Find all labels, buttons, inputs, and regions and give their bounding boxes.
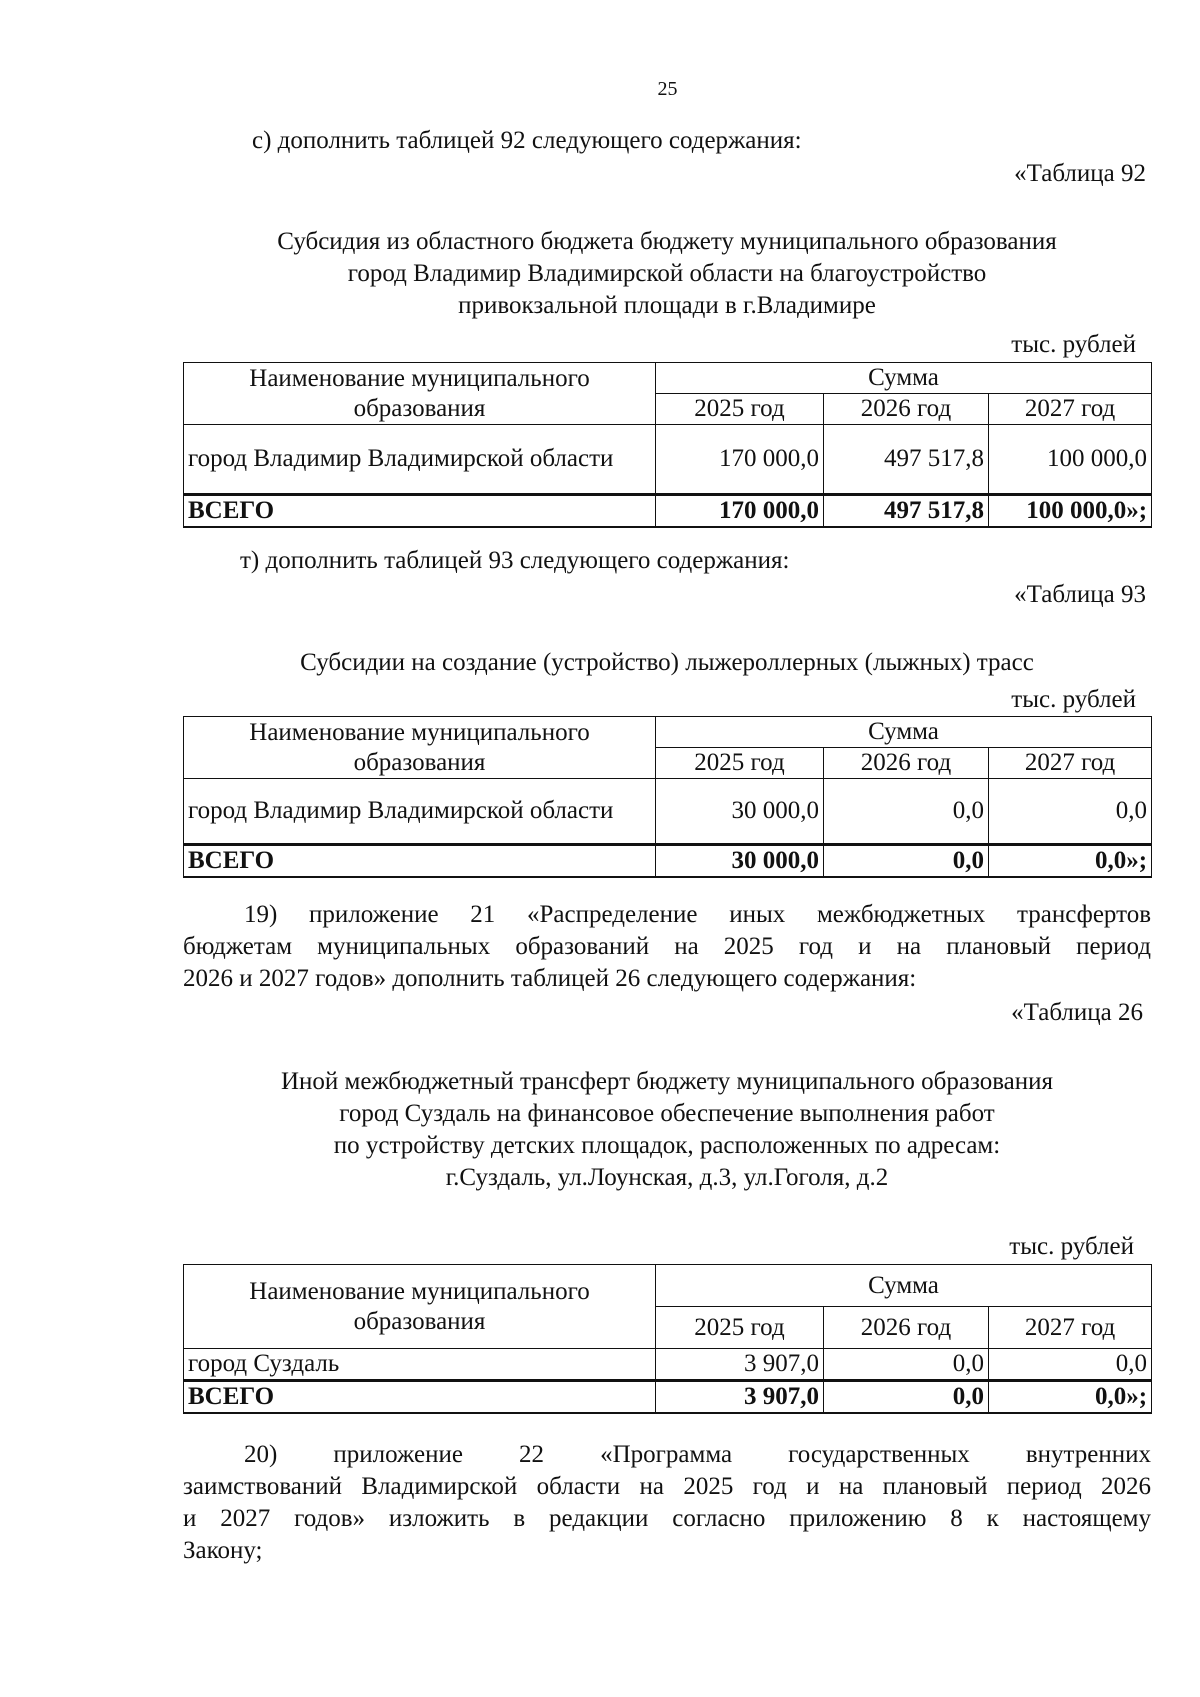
header-sum: Сумма bbox=[656, 363, 1152, 394]
total-value: 0,0»; bbox=[989, 1381, 1152, 1414]
row-value: 170 000,0 bbox=[656, 425, 824, 495]
page-number: 25 bbox=[657, 78, 678, 100]
table-26-title-line-2: город Суздаль на финансовое обеспечение выполнения работ bbox=[339, 1100, 995, 1127]
paragraph-19-line-1: 19) приложение 21 «Распределение иных межбюджетных трансфертов bbox=[244, 901, 1151, 928]
header-year: 2027 год bbox=[989, 394, 1152, 425]
table-total-row bbox=[184, 495, 1152, 528]
paragraph-19-line-2: бюджетам муниципальных образований на 2025 год и на плановый период bbox=[183, 933, 1151, 960]
total-value: 30 000,0 bbox=[656, 845, 824, 878]
header-name: Наименование муниципального образования bbox=[184, 1265, 656, 1349]
total-value: 0,0 bbox=[824, 1381, 989, 1414]
table-92-label: «Таблица 92 bbox=[1014, 160, 1146, 187]
total-value: 170 000,0 bbox=[656, 495, 824, 528]
table-92-title-line-2: город Владимир Владимирской области на благоустройство bbox=[347, 260, 987, 287]
table-92-title-line-1: Субсидия из областного бюджета бюджету муниципального образования bbox=[277, 228, 1057, 255]
table-26-label: «Таблица 26 bbox=[1011, 999, 1143, 1026]
row-value: 497 517,8 bbox=[824, 425, 989, 495]
header-year: 2026 год bbox=[824, 1307, 989, 1349]
table-93-unit: тыс. рублей bbox=[1011, 686, 1136, 713]
table-26-title-line-4: г.Суздаль, ул.Лоунская, д.3, ул.Гоголя, д.2 bbox=[445, 1164, 889, 1191]
table-26-title-line-3: по устройству детских площадок, расположенных по адресам: bbox=[333, 1132, 1001, 1159]
paragraph-c: с) дополнить таблицей 92 следующего содержания: bbox=[252, 127, 802, 154]
table-92-title-line-3: привокзальной площади в г.Владимире bbox=[458, 292, 876, 319]
header-sum: Сумма bbox=[656, 1265, 1152, 1307]
table-92-unit: тыс. рублей bbox=[1011, 331, 1136, 358]
table-total-row bbox=[184, 845, 1152, 878]
header-sum: Сумма bbox=[656, 717, 1152, 748]
paragraph-t: т) дополнить таблицей 93 следующего содержания: bbox=[240, 547, 790, 574]
header-year: 2026 год bbox=[824, 748, 989, 779]
paragraph-20-line-3: и 2027 годов» изложить в редакции согласно приложению 8 к настоящему bbox=[183, 1505, 1151, 1532]
row-value: 0,0 bbox=[824, 1349, 989, 1381]
table-93-title-line-1: Субсидии на создание (устройство) лыжероллерных (лыжных) трасс bbox=[300, 649, 1034, 676]
total-name: ВСЕГО bbox=[184, 1381, 656, 1414]
header-year: 2025 год bbox=[656, 1307, 824, 1349]
paragraph-20-line-1: 20) приложение 22 «Программа государственных внутренних bbox=[244, 1441, 1151, 1468]
total-name: ВСЕГО bbox=[184, 845, 656, 878]
row-name: город Владимир Владимирской области bbox=[184, 779, 656, 845]
table-26-unit: тыс. рублей bbox=[1009, 1233, 1134, 1260]
total-value: 0,0»; bbox=[989, 845, 1152, 878]
header-name: Наименование муниципального образования bbox=[184, 363, 656, 425]
total-name: ВСЕГО bbox=[184, 495, 656, 528]
header-name: Наименование муниципального образования bbox=[184, 717, 656, 779]
paragraph-19-line-3: 2026 и 2027 годов» дополнить таблицей 26 следующего содержания: bbox=[183, 965, 917, 992]
paragraph-20-line-2: заимствований Владимирской области на 2025 год и на плановый период 2026 bbox=[183, 1473, 1151, 1500]
row-value: 30 000,0 bbox=[656, 779, 824, 845]
header-year: 2025 год bbox=[656, 394, 824, 425]
total-value: 3 907,0 bbox=[656, 1381, 824, 1414]
table-26-title-line-1: Иной межбюджетный трансферт бюджету муниципального образования bbox=[280, 1068, 1054, 1095]
table-row bbox=[184, 425, 1152, 495]
total-value: 0,0 bbox=[824, 845, 989, 878]
paragraph-20-line-4: Закону; bbox=[183, 1537, 263, 1564]
row-value: 0,0 bbox=[989, 1349, 1152, 1381]
header-year: 2027 год bbox=[989, 1307, 1152, 1349]
row-value: 3 907,0 bbox=[656, 1349, 824, 1381]
table-93 bbox=[183, 716, 1152, 878]
row-value: 0,0 bbox=[824, 779, 989, 845]
table-row bbox=[184, 779, 1152, 845]
row-name: город Суздаль bbox=[184, 1349, 656, 1381]
header-year: 2027 год bbox=[989, 748, 1152, 779]
header-year: 2026 год bbox=[824, 394, 989, 425]
total-value: 100 000,0»; bbox=[989, 495, 1152, 528]
table-header-row bbox=[184, 1265, 1152, 1307]
table-total-row bbox=[184, 1381, 1152, 1414]
table-row bbox=[184, 1349, 1152, 1381]
table-header-row bbox=[184, 717, 1152, 748]
row-value: 100 000,0 bbox=[989, 425, 1152, 495]
row-name: город Владимир Владимирской области bbox=[184, 425, 656, 495]
table-26 bbox=[183, 1264, 1152, 1414]
row-value: 0,0 bbox=[989, 779, 1152, 845]
total-value: 497 517,8 bbox=[824, 495, 989, 528]
table-header-row bbox=[184, 363, 1152, 394]
table-93-label: «Таблица 93 bbox=[1014, 581, 1146, 608]
header-year: 2025 год bbox=[656, 748, 824, 779]
table-92 bbox=[183, 362, 1152, 528]
